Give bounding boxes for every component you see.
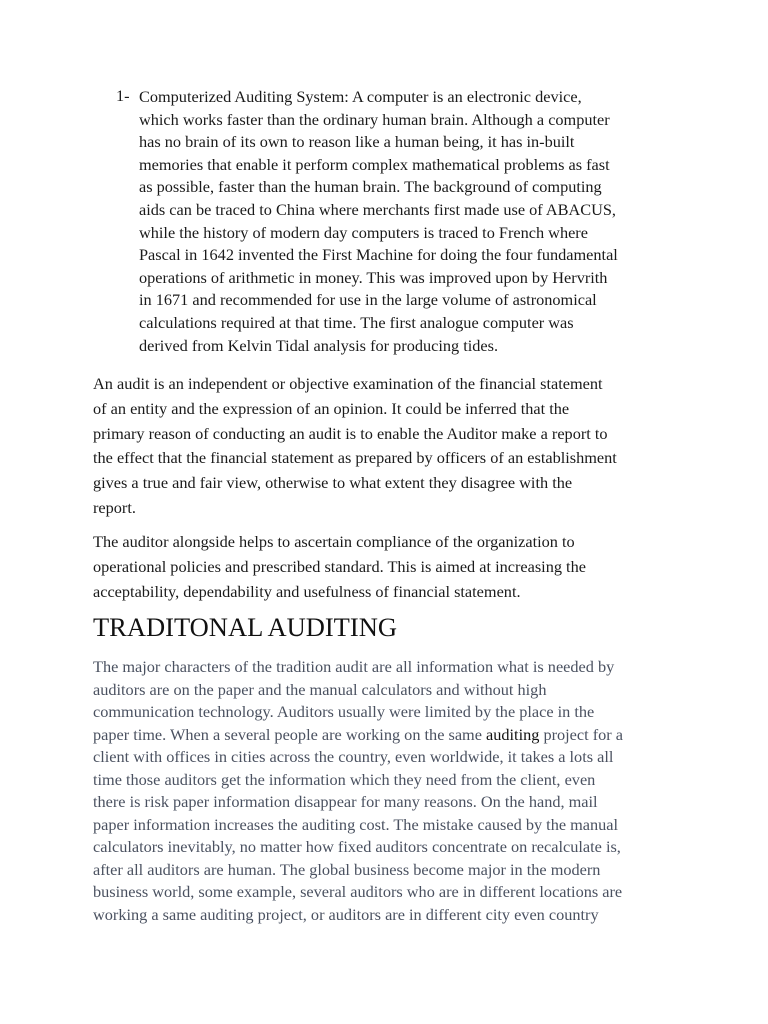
text-line: has no brain of its own to reason like a human being, it has in-built — [139, 132, 575, 152]
section-heading: TRADITONAL AUDITING — [93, 612, 397, 642]
paragraph-traditional-auditing — [93, 656, 693, 926]
list-item-text — [139, 86, 699, 357]
text-line: calculations required at that time. The first analogue computer was — [139, 312, 574, 332]
text-line: which works faster than the ordinary human brain. Although a computer — [139, 109, 610, 129]
text-line: report. — [93, 497, 136, 517]
text-line: working a same auditing project, or auditors are in different city even country — [93, 904, 599, 924]
text-line: Pascal in 1642 invented the First Machine for doing the four fundamental — [139, 245, 618, 265]
text-fragment: paper time. When a several people are working on the same — [93, 724, 487, 744]
text-line: calculators inevitably, no matter how fixed auditors concentrate on recalculate is, — [93, 837, 621, 856]
text-fragment: project for a — [539, 724, 623, 744]
text-line: gives a true and fair view, otherwise to what extent they disagree with the — [93, 473, 573, 493]
text-line: there is risk paper information disappear for many reasons. On the hand, mail — [93, 792, 598, 811]
text-line: paper information increases the auditing cost. The mistake caused by the manual — [93, 814, 619, 834]
text-line — [93, 724, 693, 747]
text-line: aids can be traced to China where merchants first made use of ABACUS, — [139, 199, 616, 219]
text-line: time those auditors get the information which they need from the client, even — [93, 769, 596, 789]
text-line: An audit is an independent or objective examination of the financial statement — [93, 374, 603, 393]
text-line: memories that enable it perform complex mathematical problems as fast — [139, 154, 610, 174]
paragraph-auditor-compliance — [93, 530, 693, 604]
text-line: derived from Kelvin Tidal analysis for producing tides. — [139, 335, 499, 355]
text-line: The auditor alongside helps to ascertain compliance of the organization to — [93, 532, 575, 551]
text-line: communication technology. Auditors usually were limited by the place in the — [93, 702, 595, 721]
text-line: in 1671 and recommended for use in the large volume of astronomical — [139, 290, 597, 310]
text-line: as possible, faster than the human brain. The background of computing — [139, 177, 602, 197]
text-line: after all auditors are human. The global business become major in the modern — [93, 859, 601, 879]
list-number: 1- — [116, 86, 130, 105]
text-line: the effect that the financial statement as prepared by officers of an establishment — [93, 448, 617, 468]
text-line: Computerized Auditing System: A computer is an electronic device, — [139, 87, 582, 106]
paragraph-audit-definition — [93, 372, 693, 521]
text-line: auditors are on the paper and the manual calculators and without high — [93, 679, 547, 699]
text-line: The major characters of the tradition audit are all information what is needed by — [93, 657, 615, 676]
text-line: business world, some example, several auditors who are in different locations are — [93, 882, 623, 901]
highlighted-word: auditing — [486, 724, 540, 744]
text-line: client with offices in cities across the country, even worldwide, it takes a lots all — [93, 747, 614, 766]
text-line: operations of arithmetic in money. This was improved upon by Hervrith — [139, 267, 608, 287]
text-line: primary reason of conducting an audit is to enable the Auditor make a report to — [93, 423, 608, 443]
text-line: of an entity and the expression of an opinion. It could be inferred that the — [93, 398, 570, 418]
text-line: while the history of modern day computers is traced to French where — [139, 222, 588, 242]
text-line: operational policies and prescribed standard. This is aimed at increasing the — [93, 556, 586, 576]
text-line: acceptability, dependability and usefulness of financial statement. — [93, 581, 521, 601]
